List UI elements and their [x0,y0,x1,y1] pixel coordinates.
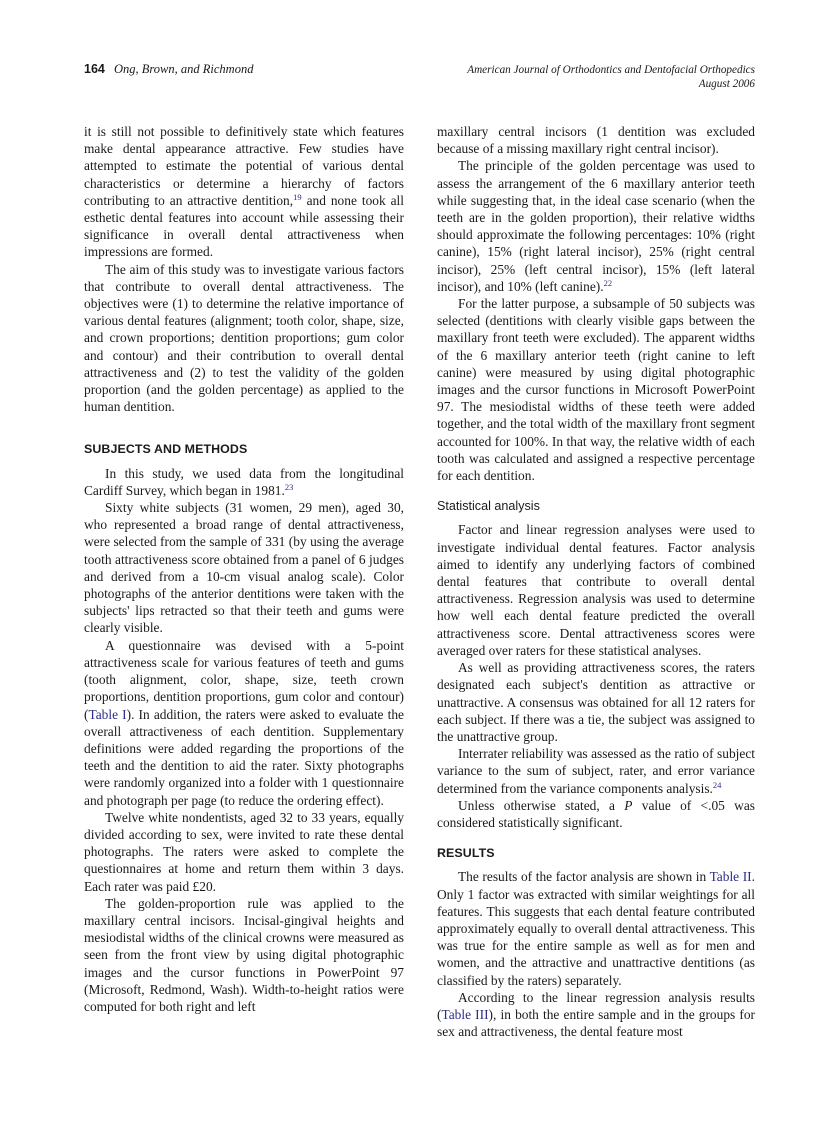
subsection-heading-statistical-analysis: Statistical analysis [437,499,540,514]
section-heading-results: RESULTS [437,846,495,861]
citation-link[interactable]: 23 [284,481,294,492]
paragraph: The golden-proportion rule was applied to the maxillary central incisors. Incisal-gingival heights and mesiodistal widths of the clinical crowns were measured as seen from the front view by using digital photographic images and the cursor functions in PowerPoint 97 (Microsoft, Redmond, Wash). Width-to-height ratios were computed for both right and left [84,895,404,1014]
citation-link[interactable]: 22 [603,277,613,288]
paragraph: A questionnaire was devised with a 5-point attractiveness scale for various features of teeth and gums (tooth alignment, color, shape, size, teeth crown proportions, dentition proportions, gum color and contour) (Table I). In addition, the raters were asked to evaluate the overall attractiveness of each dentition. Supplementary definitions were added regarding the proportions of the teeth and the dentition to aid the rater. Sixty photographs were randomly organized into a folder with 1 questionnaire and photograph per page (to reduce the ordering effect). [84,637,404,808]
issue-date: August 2006 [698,78,755,90]
header-left [84,62,253,77]
header-right [467,63,755,91]
table-link[interactable]: Table I [88,706,127,722]
page-number: 164 [84,62,105,76]
p-value-symbol: P [624,797,633,813]
running-header [84,62,755,94]
paragraph: The principle of the golden percentage was used to assess the arrangement of the 6 maxillary anterior teeth while suggesting that, in the ideal case scenario (when the teeth are in the golden proportion), their relative widths should approximate the following percentages: 10% (right canine), 15% (right lateral incisor), 25% (right central incisor), 25% (left central incisor), 15% (left lateral incisor), and 10% (left canine).$^{22}$ [437,158,755,294]
spacer [437,484,755,498]
paragraph: The results of the factor analysis are shown in Table II. Only 1 factor was extracted with similar weightings for all features. This suggests that each dental feature contributed approximately equally to overall dental attractiveness. This was true for the entire sample as well as for men and women, and the attractive and unattractive dentitions (as classified by the raters) separately. [437,869,755,988]
citation-link[interactable]: 24 [712,779,722,790]
spacer [437,831,755,845]
paragraph: As well as providing attractiveness scores, the raters designated each subject's dentition as attractive or unattractive. A consensus was obtained for all 12 raters for each subject. If there was a tie, the subject was assigned to the unattractive group. [437,660,755,744]
table-link[interactable]: Table III [441,1006,489,1022]
running-authors: Ong, Brown, and Richmond [113,62,254,76]
table-link[interactable]: Table II [709,869,752,885]
paragraph: maxillary central incisors (1 dentition was excluded because of a missing maxillary right central incisor). [437,124,755,157]
paragraph: Unless otherwise stated, a P value of <.05 was considered statistically significant. [437,797,755,830]
paragraph: For the latter purpose, a subsample of 50 subjects was selected (dentitions with clearly visible gaps between the maxillary front teeth were excluded). The apparent widths of the 6 maxillary anterior teeth (right canine to left canine) were measured by using digital photographic images and the cursor functions in Microsoft PowerPoint 97. The mesiodistal widths of these teeth were added together, and the total width of the maxillary front segment accounted for 100%. In that way, the relative width of each tooth was calculated and assigned a respective percentage for each dentition. [437,296,755,484]
paragraph: According to the linear regression analysis results (Table III), in both the entire sample and in the groups for sex and attractiveness, the dental feature most [437,989,755,1040]
journal-title: American Journal of Orthodontics and Dentofacial Orthopedics [467,64,755,76]
citation-link[interactable]: 19 [293,191,302,202]
paragraph: The aim of this study was to investigate various factors that contribute to overall dental attractiveness. The objectives were (1) to determine the relative importance of various dental features (alignment; tooth color, shape, size, and crown proportions; dentition proportions; gum color and contour) and their contribution to overall dental attractiveness and (2) to test the validity of the golden proportion (and the golden percentage) as applied to the human dentition. [84,261,404,415]
paragraph: In this study, we used data from the longitudinal Cardiff Survey, which began in 1981.23 [84,465,404,498]
paragraph: it is still not possible to definitively state which features make dental appearance attractive. Few studies have attempted to estimate the potential of various dental characteristics or determine a hierarchy of factors contributing to an attractive dentition,$^{19}$ and none took all esthetic dental features into account while assessing their significance in overall dental attractiveness when impressions are formed. [84,124,404,260]
right-column [437,123,755,1040]
paragraph: Twelve white nondentists, aged 32 to 33 years, equally divided according to sex, were invited to rate these dental photographs. The raters were asked to complete the questionnaires at home and return them within 3 days. Each rater was paid £20. [84,809,404,894]
section-heading-subjects-methods: SUBJECTS AND METHODS [84,442,248,457]
paragraph: Interrater reliability was assessed as the ratio of subject variance to the sum of subject, rater, and error variance determined from the variance components analysis.$^{24}$ [437,746,755,796]
spacer [84,415,404,441]
paragraph: Sixty white subjects (31 women, 29 men), aged 30, who represented a broad range of dental attractiveness, were selected from the sample of 331 (by using the average tooth attractiveness score obtained from a panel of 6 judges and derived from a 10-cm visual analog scale). Color photographs of the anterior dentitions were taken with the subjects' lips retracted so that their teeth and gums were clearly visible. [84,500,404,636]
paragraph: Factor and linear regression analyses were used to investigate individual dental features. Factor analysis aimed to identify any underlying factors of combined dental features that contribute to overall dental attractiveness. Regression analysis was used to determine how well each dental feature predicted the overall attractiveness score. Dental attractiveness scores were averaged over raters for these statistical analyses. [437,522,755,658]
left-column [84,123,404,1015]
